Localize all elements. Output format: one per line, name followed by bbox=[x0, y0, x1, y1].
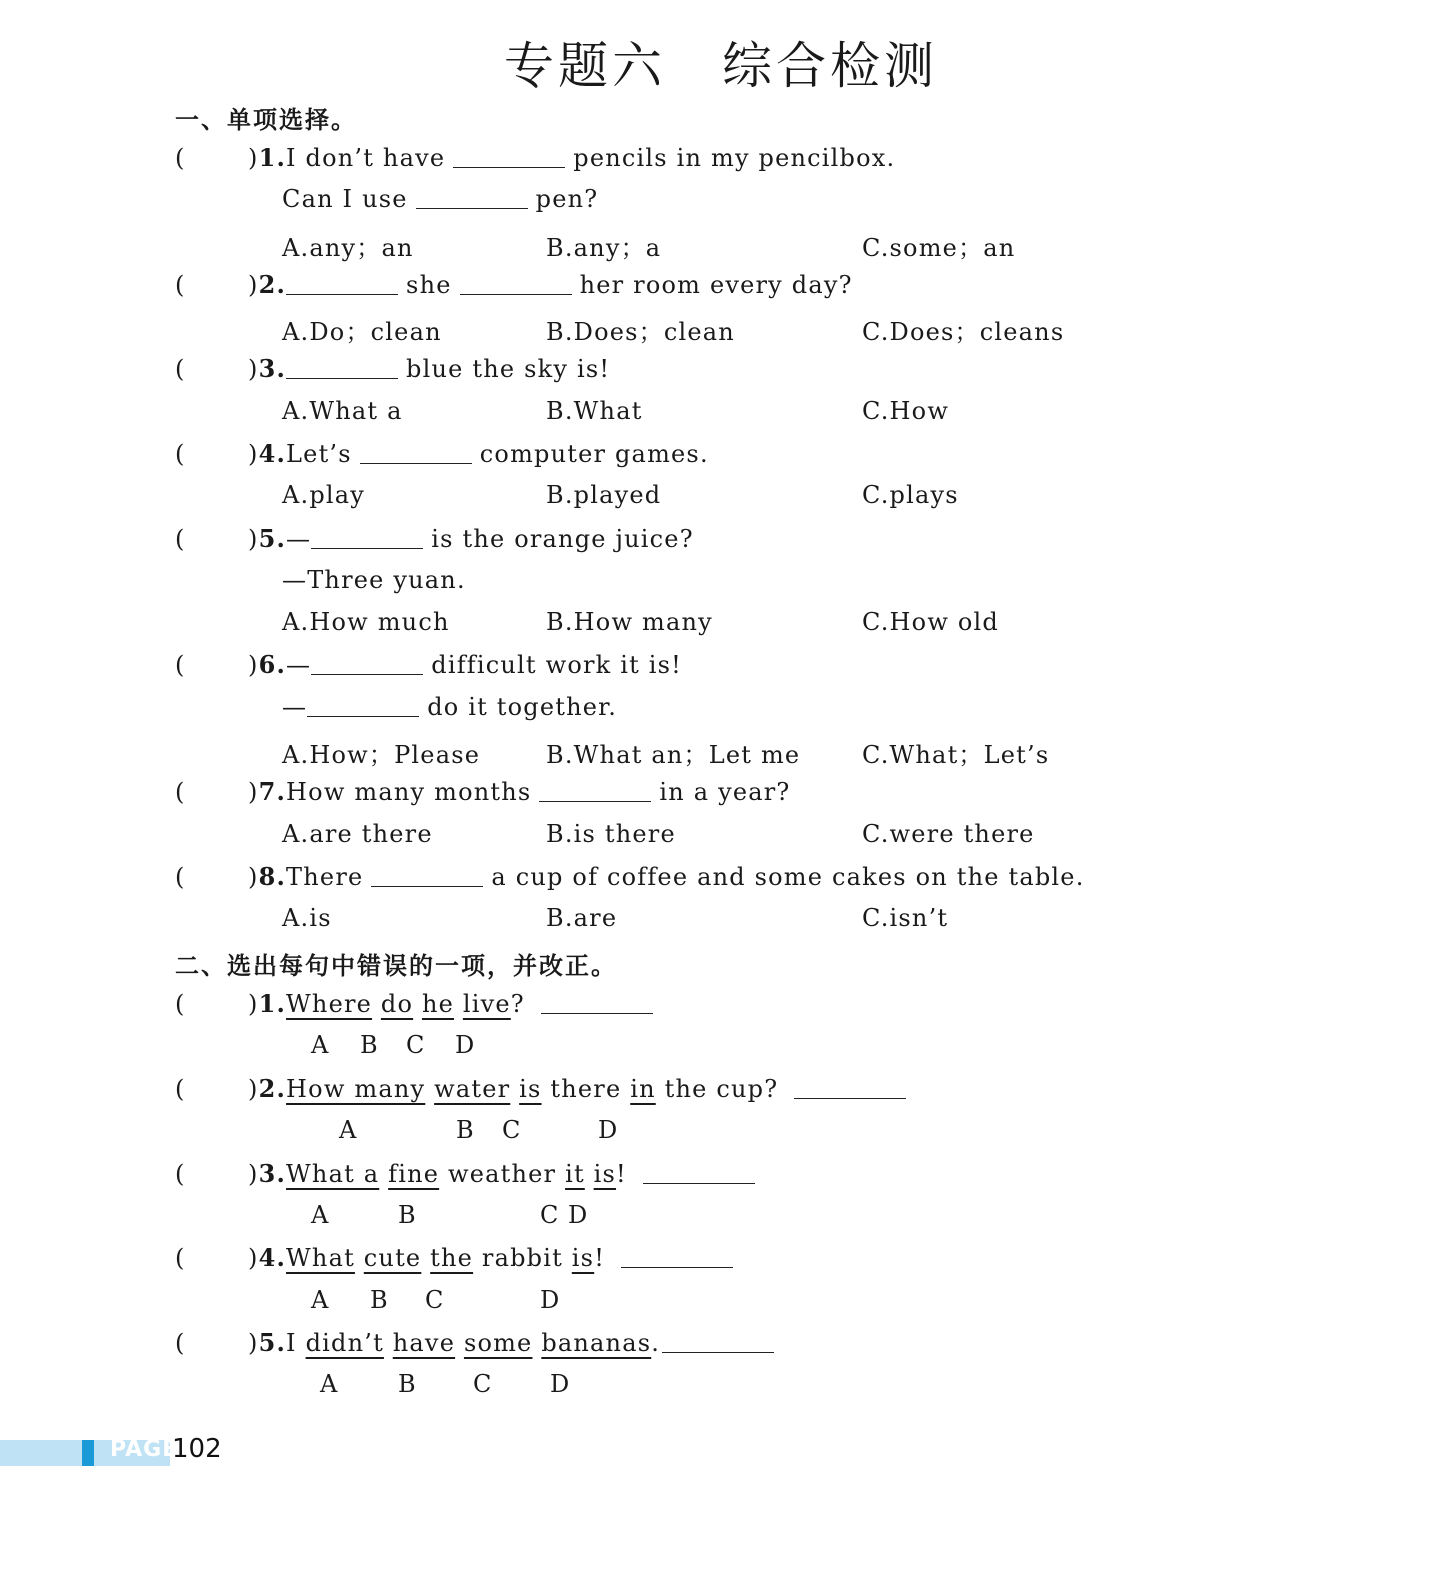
page-footer-marker bbox=[82, 1440, 94, 1466]
label-b: B bbox=[360, 1031, 378, 1059]
answer-blank[interactable] bbox=[460, 274, 572, 295]
label-d: D bbox=[598, 1116, 618, 1144]
answer-blank[interactable] bbox=[371, 866, 483, 887]
mc-question-6-line2: — do it together. bbox=[282, 693, 618, 721]
option-a: A.How much bbox=[282, 608, 450, 636]
label-a: A bbox=[311, 1201, 329, 1229]
mc-question-4: ( )4.Let’s computer games. bbox=[175, 439, 709, 468]
answer-blank[interactable] bbox=[453, 147, 565, 168]
option-c: C.What；Let’s bbox=[862, 741, 1050, 769]
section1-heading: 一、单项选择。 bbox=[175, 106, 357, 134]
title-part2: 综合检测 bbox=[722, 37, 938, 95]
error-question-2: ( )2.How many water is there in the cup? bbox=[175, 1074, 914, 1103]
correction-blank[interactable] bbox=[662, 1332, 774, 1353]
option-c: C.How bbox=[862, 397, 950, 425]
error-question-4: ( )4.What cute the rabbit is! bbox=[175, 1243, 741, 1272]
option-b: B.is there bbox=[546, 820, 676, 848]
label-a: A bbox=[311, 1286, 329, 1314]
mc-question-7: ( )7.How many months in a year? bbox=[175, 777, 791, 806]
label-d: D bbox=[540, 1286, 560, 1314]
label-a: A bbox=[339, 1116, 357, 1144]
answer-blank[interactable] bbox=[539, 781, 651, 802]
label-c: C bbox=[425, 1286, 444, 1314]
correction-blank[interactable] bbox=[541, 993, 653, 1014]
option-a: A.What a bbox=[282, 397, 403, 425]
option-b: B.played bbox=[546, 481, 662, 509]
error-question-3: ( )3.What a fine weather it is! bbox=[175, 1159, 763, 1188]
mc-question-8: ( )8.There a cup of coffee and some cakes on the table. bbox=[175, 862, 1085, 891]
option-c: C.How old bbox=[862, 608, 999, 636]
mc-question-2: ( )2. she her room every day? bbox=[175, 270, 853, 299]
correction-blank[interactable] bbox=[643, 1163, 755, 1184]
mc-question-6: ( )6.— difficult work it is! bbox=[175, 650, 683, 679]
page-label: PAGE bbox=[110, 1437, 179, 1462]
option-c: C.isn’t bbox=[862, 904, 949, 932]
option-b: B.What bbox=[546, 397, 643, 425]
mc-question-5-line2: —Three yuan. bbox=[282, 566, 466, 594]
option-a: A.is bbox=[282, 904, 332, 932]
label-c: C bbox=[406, 1031, 425, 1059]
option-c: C.were there bbox=[862, 820, 1035, 848]
option-a: A.play bbox=[282, 481, 366, 509]
answer-blank[interactable] bbox=[307, 696, 419, 717]
answer-blank[interactable] bbox=[311, 528, 423, 549]
label-c: C bbox=[540, 1201, 559, 1229]
option-a: A.Do；clean bbox=[282, 318, 442, 346]
label-b: B bbox=[370, 1286, 388, 1314]
label-b: B bbox=[398, 1201, 416, 1229]
option-c: C.plays bbox=[862, 481, 959, 509]
label-a: A bbox=[311, 1031, 329, 1059]
error-question-5: ( )5.I didn’t have some bananas. bbox=[175, 1328, 782, 1357]
title-part1: 专题六 bbox=[504, 37, 666, 95]
answer-blank[interactable] bbox=[360, 443, 472, 464]
correction-blank[interactable] bbox=[621, 1247, 733, 1268]
mc-question-1: ( )1.I don’t have pencils in my pencilbox. bbox=[175, 143, 896, 172]
section2-heading: 二、选出每句中错误的一项，并改正。 bbox=[175, 952, 617, 980]
option-c: C.some；an bbox=[862, 234, 1016, 262]
option-a: A.are there bbox=[282, 820, 433, 848]
label-a: A bbox=[320, 1370, 338, 1398]
label-b: B bbox=[456, 1116, 474, 1144]
label-d: D bbox=[568, 1201, 588, 1229]
answer-blank[interactable] bbox=[286, 358, 398, 379]
answer-blank[interactable] bbox=[416, 188, 528, 209]
correction-blank[interactable] bbox=[794, 1078, 906, 1099]
option-b: B.are bbox=[546, 904, 618, 932]
option-a: A.How；Please bbox=[282, 741, 481, 769]
page-title bbox=[0, 26, 1442, 98]
label-b: B bbox=[398, 1370, 416, 1398]
answer-blank[interactable] bbox=[286, 274, 398, 295]
option-b: B.How many bbox=[546, 608, 713, 636]
label-d: D bbox=[550, 1370, 570, 1398]
option-c: C.Does；cleans bbox=[862, 318, 1065, 346]
mc-question-3: ( )3. blue the sky is! bbox=[175, 354, 611, 383]
mc-question-5: ( )5.— is the orange juice? bbox=[175, 524, 694, 553]
option-b: B.Does；clean bbox=[546, 318, 735, 346]
error-question-1: ( )1.Where do he live? bbox=[175, 989, 661, 1018]
label-c: C bbox=[502, 1116, 521, 1144]
option-a: A.any；an bbox=[282, 234, 414, 262]
option-b: B.What an；Let me bbox=[546, 741, 801, 769]
option-b: B.any；a bbox=[546, 234, 662, 262]
page-number: 102 bbox=[172, 1434, 222, 1464]
mc-question-1-line2: Can I use pen? bbox=[282, 185, 599, 213]
label-d: D bbox=[455, 1031, 475, 1059]
answer-blank[interactable] bbox=[311, 654, 423, 675]
label-c: C bbox=[473, 1370, 492, 1398]
